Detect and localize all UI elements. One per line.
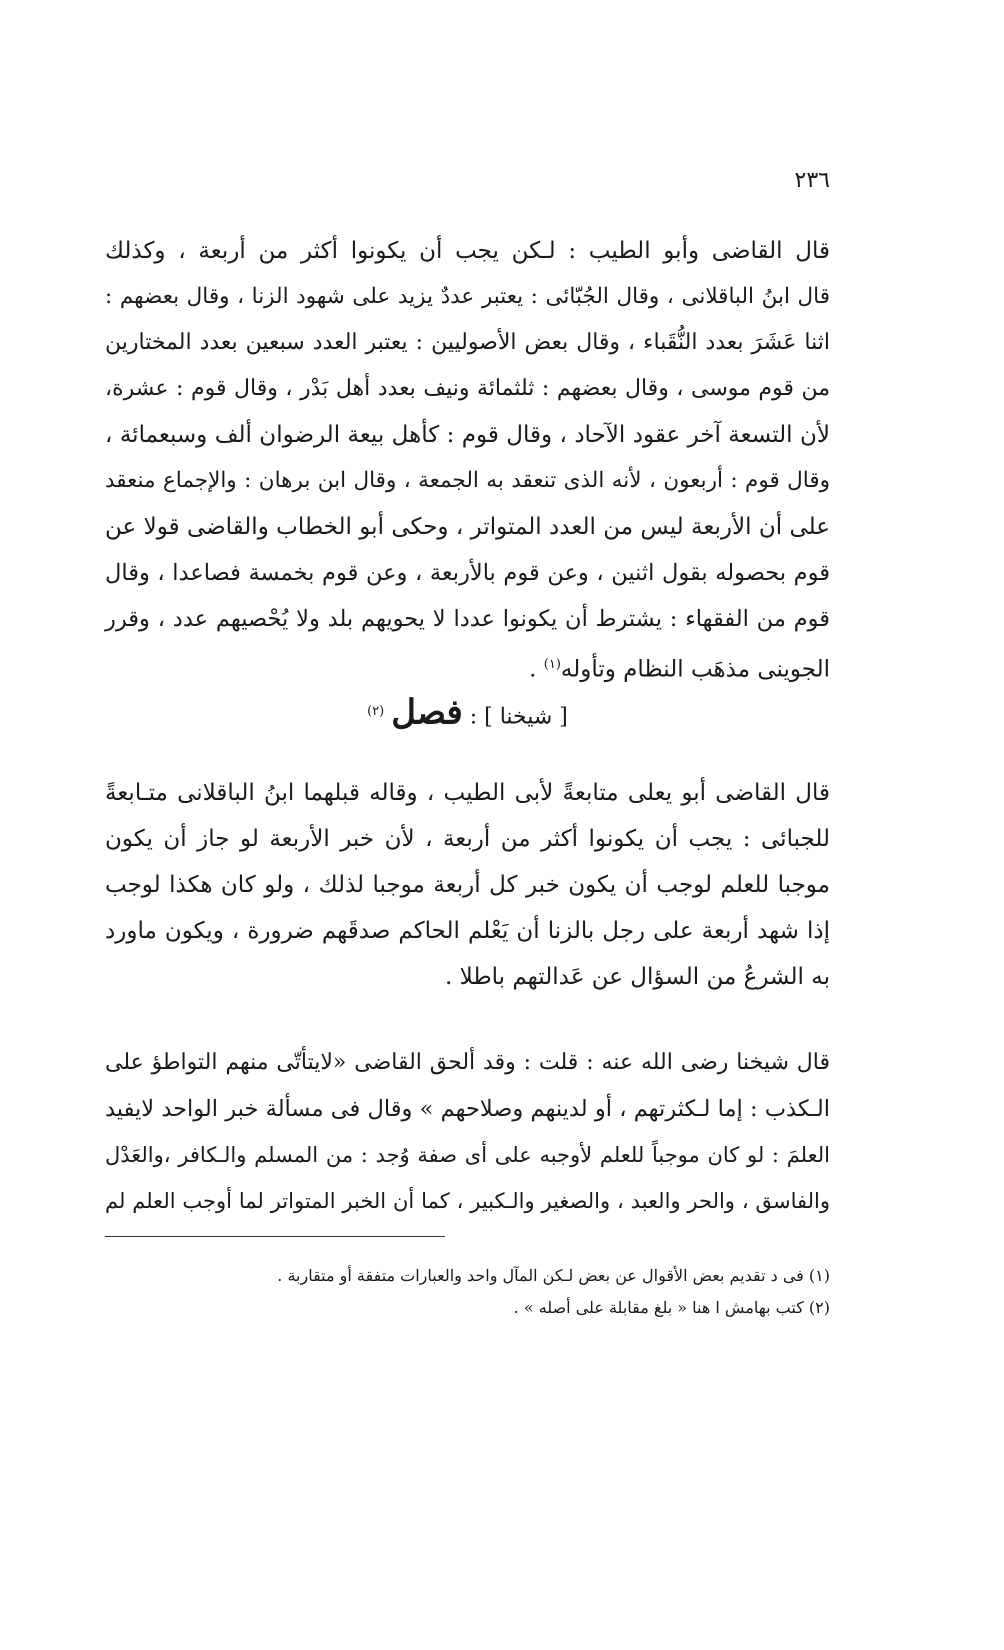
text-line: على أن الأربعة ليس من العدد المتواتر ، وحكى أبو الخطاب والقاضى قولا عن — [105, 514, 830, 540]
text-line: قال شيخنا رضى الله عنه : قلت : وقد ألحق القاضى «لايتأتّى منهم التواطؤ على — [105, 1050, 830, 1075]
footnote-ref-1: (١) — [543, 657, 561, 672]
footnotes — [105, 1260, 830, 1324]
text-line: وقال قوم : أربعون ، لأنه الذى تنعقد به الجمعة ، وقال ابن برهان : والإجماع منعقد — [105, 468, 830, 493]
book-page — [105, 0, 830, 1650]
section-heading — [105, 690, 830, 739]
sentence-end: . — [529, 656, 544, 683]
footnote-divider — [105, 1236, 445, 1237]
text-line: اثنا عَشَرَ بعدد النُّقَباء ، وقال بعض الأصوليين : يعتبر العدد سبعين بعدد المختارين — [105, 330, 830, 355]
text-line: قال القاضى أبو يعلى متابعةً لأبى الطيب ، وقاله قبلهما ابنُ الباقلانى متـابعةً — [105, 780, 830, 806]
paragraph-1 — [105, 228, 830, 693]
heading-word: فصل — [391, 692, 463, 733]
heading-bracket-text: [ شيخنا ] : — [469, 704, 568, 730]
footnote-2: (٢) كتب بهامش ا هنا « بلغ مقابلة على أصله » . — [513, 1298, 830, 1317]
text-line: قال ابنُ الباقلانى ، وقال الجُبّائى : يعتبر عددٌ يزيد على شهود الزنا ، وقال بعضهم : — [105, 284, 830, 309]
text-line: من قوم موسى ، وقال بعضهم : ثلثمائة ونيف بعدد أهل بَدْر ، وقال قوم : عشرة، — [105, 376, 830, 401]
text-line: العلمَ : لو كان موجباً للعلم لأوجبه على أى صفة وُجد : من المسلم والـكافر ،والعَدْل — [105, 1143, 830, 1167]
paragraph-2 — [105, 770, 830, 1000]
text-line: والفاسق ، والحر والعبد ، والصغير والـكبير ، كما أن الخبر المتواتر لما أوجب العلم لم — [105, 1189, 830, 1213]
page-number: ٢٣٦ — [794, 168, 830, 193]
text-line: إذا شهد أربعة على رجل بالزنا أن يَعْلم الحاكم صدقَهم ضرورة ، ويكون ماورد — [105, 918, 830, 944]
text-line-last — [105, 642, 830, 693]
footnote-ref-2: (٢) — [367, 704, 385, 719]
footnote-1: (١) فى د تقديم بعض الأقوال عن بعض لـكن المآل واحد والعبارات متفقة أو متقاربة . — [277, 1266, 830, 1285]
text-line: قال القاضى وأبو الطيب : لـكن يجب أن يكونوا أكثر من أربعة ، وكذلك — [105, 238, 830, 264]
paragraph-3 — [105, 1040, 830, 1224]
text-line: الـكذب : إما لـكثرتهم ، أو لدينهم وصلاحهم » وقال فى مسألة خبر الواحد لايفيد — [105, 1096, 830, 1122]
text-line: قوم من الفقهاء : يشترط أن يكونوا عددا لا يحويهم بلد ولا يُحْصيهم عدد ، وقرر — [105, 606, 830, 632]
text-line: قوم بحصوله بقول اثنين ، وعن قوم بالأربعة ، وعن قوم بخمسة فصاعدا ، وقال — [105, 560, 830, 586]
text-line-content: الجوينى مذهَب النظام وتأوله — [560, 656, 830, 683]
text-line: موجبا للعلم لوجب أن يكون خبر كل أربعة موجبا لذلك ، ولو كان هكذا لوجب — [105, 872, 830, 898]
text-line: للجبائى : يجب أن يكونوا أكثر من أربعة ، لأن خبر الأربعة لو جاز أن يكون — [105, 826, 830, 852]
text-line: لأن التسعة آخر عقود الآحاد ، وقال قوم : كأهل بيعة الرضوان ألف وسبعمائة ، — [105, 422, 830, 448]
text-line-last: به الشرعُ من السؤال عن عَدالتهم باطلا . — [445, 964, 830, 990]
